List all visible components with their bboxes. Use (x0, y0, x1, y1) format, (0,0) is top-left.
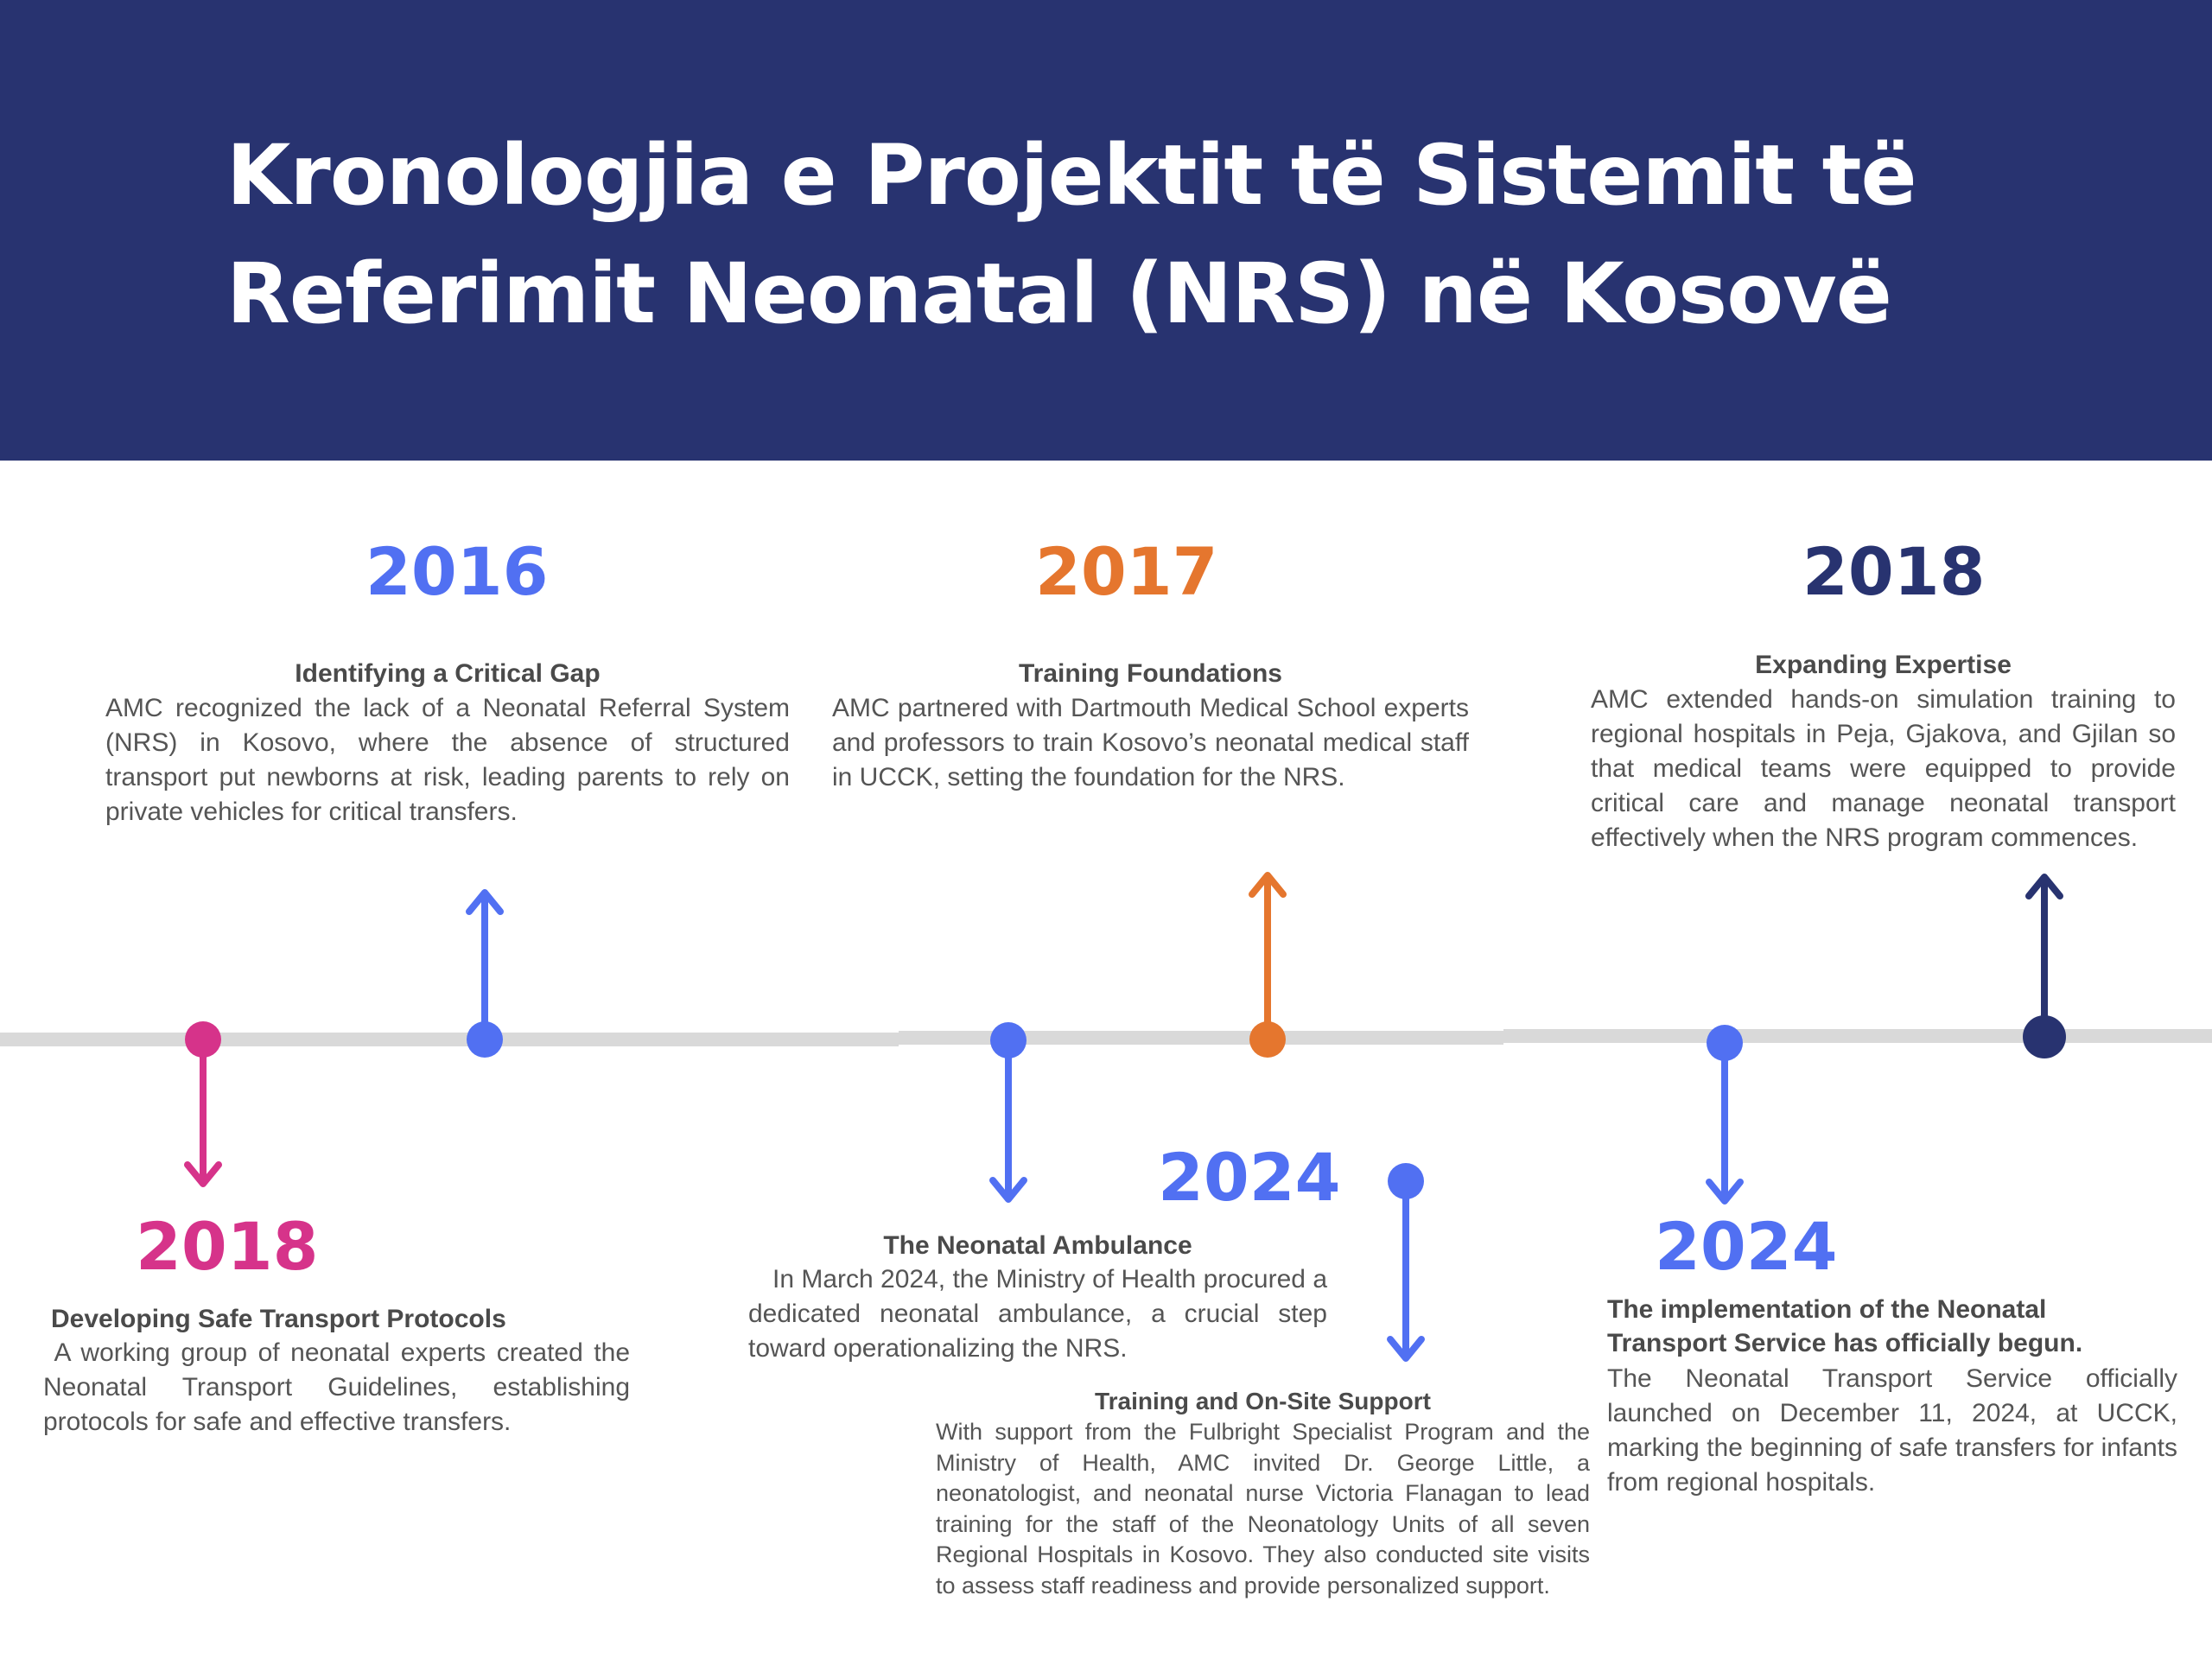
timeline-dot (1249, 1021, 1286, 1058)
event-body-neonatal-ambulance: In March 2024, the Ministry of Health procured a dedicated neonatal ambulance, a crucial step toward operationalizing the NRS. (748, 1265, 1327, 1363)
event-title-expanding-expertise: Expanding Expertise (1755, 651, 2012, 679)
year-2024-implementation: 2024 (1655, 1208, 1838, 1285)
event-body-critical-gap: AMC recognized the lack of a Neonatal Referral System (NRS) in Kosovo, where the absence of structured transport put newborns at risk, leading parents to rely on private vehicles for critical transfers. (105, 694, 790, 826)
event-title-training-onsite: Training and On-Site Support (1095, 1388, 1431, 1414)
timeline-dot (185, 1021, 221, 1058)
timeline-line (0, 1029, 2212, 1046)
event-body-safe-transport: A working group of neonatal experts created the Neonatal Transport Guidelines, establishing protocols for safe and effective transfers. (43, 1338, 638, 1436)
marker-2024-training (1388, 1163, 1424, 1358)
year-2024-training: 2024 (1158, 1139, 1341, 1216)
event-title-implementation: The implementation of the Neonatal Transport Service has officially begun. (1607, 1295, 2083, 1357)
event-title-neonatal-ambulance: The Neonatal Ambulance (883, 1231, 1192, 1260)
marker-2018-expanding (2023, 877, 2066, 1058)
timeline-dot (990, 1022, 1027, 1058)
timeline-dot (467, 1021, 503, 1058)
event-title-critical-gap: Identifying a Critical Gap (295, 659, 601, 688)
marker-ambulance (990, 1022, 1027, 1199)
marker-2016 (467, 893, 503, 1058)
marker-2024-implementation (1707, 1025, 1743, 1201)
year-2016: 2016 (365, 533, 549, 610)
timeline-dot (1388, 1163, 1424, 1199)
event-title-safe-transport: Developing Safe Transport Protocols (51, 1305, 506, 1333)
timeline-dot (1707, 1025, 1743, 1061)
event-body-training-onsite: With support from the Fulbright Specialist Program and the Ministry of Health, AMC invited Dr. George Little, a neonatologist, and neonatal nurse Victoria Flanagan to lead training for the staff of the Neonatology Units of all seven Regional Hospitals in Kosovo. They also conducted site visits to assess staff readiness and provide personalized support. (936, 1419, 1590, 1599)
timeline-dot (2023, 1015, 2066, 1058)
event-title-training-foundations: Training Foundations (1019, 659, 1282, 688)
year-2018-protocols: 2018 (136, 1208, 319, 1285)
page-title: Kronologjia e Projektit të Sistemit të Referimit Neonatal (NRS) në Kosovë (226, 127, 1916, 342)
event-body-implementation: The Neonatal Transport Service officially launched on December 11, 2024, at UCCK, marking the beginning of safe transfers for infants from regional hospitals. (1607, 1364, 2177, 1497)
marker-2018-protocols (185, 1021, 221, 1184)
year-2017: 2017 (1035, 533, 1218, 610)
marker-2017 (1249, 875, 1286, 1058)
event-body-expanding-expertise: AMC extended hands-on simulation training to regional hospitals in Peja, Gjakova, and Gjilan so that medical teams were equipped to provide critical care and manage neonatal transport effectively when the NRS program commences. (1591, 685, 2176, 852)
year-2018-expanding: 2018 (1802, 533, 1986, 610)
event-body-training-foundations: AMC partnered with Dartmouth Medical School experts and professors to train Kosovo’s neonatal medical staff in UCCK, setting the foundation for the NRS. (832, 694, 1469, 791)
